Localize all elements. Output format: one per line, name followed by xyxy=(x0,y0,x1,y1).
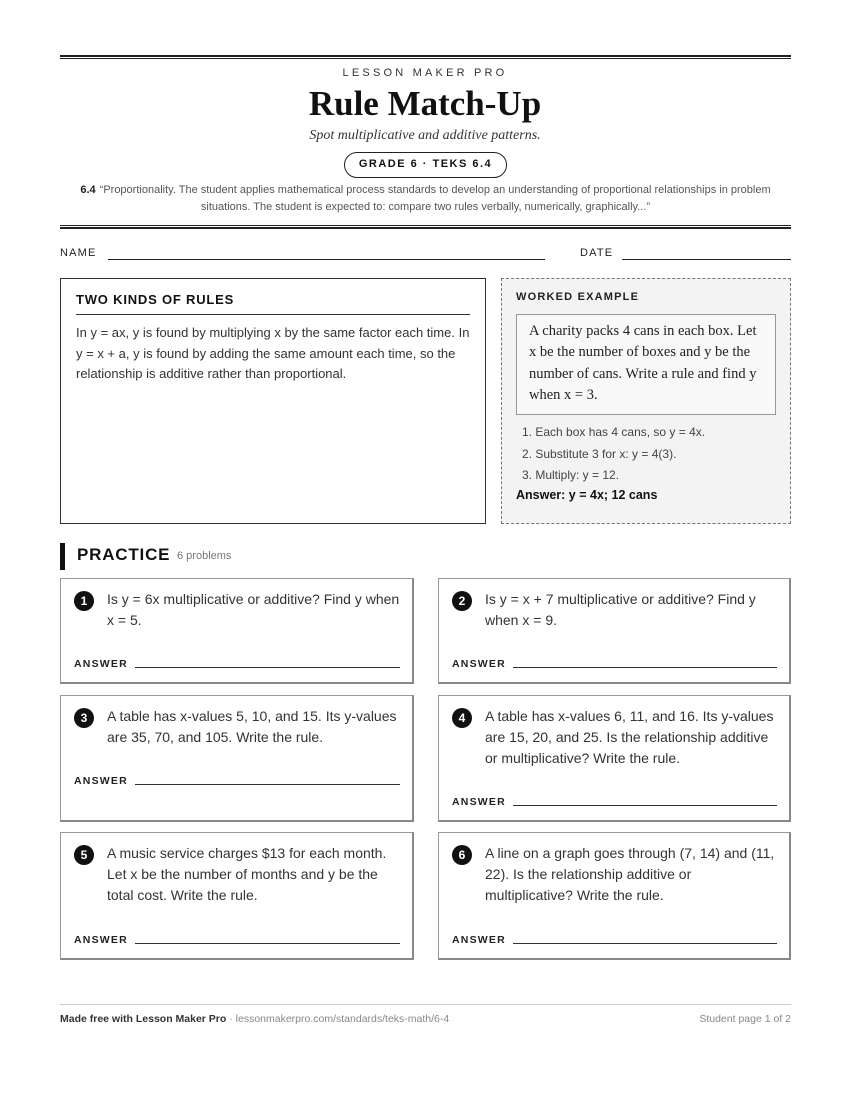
problem-number: 2 xyxy=(452,591,472,611)
problem-text: A line on a graph goes through (7, 14) and (11, 22). Is the relationship additive or multiplicative? Write the rule. xyxy=(485,845,775,903)
footer-made-with: Made free with Lesson Maker Pro xyxy=(60,1013,227,1025)
problem-text: A table has x-values 6, 11, and 16. Its y-values are 15, 20, and 25. Is the relationship additive or multiplicative? Write the rule. xyxy=(485,708,774,766)
standard-description xyxy=(60,182,791,216)
page-title: Rule Match-Up xyxy=(308,84,542,123)
problem-number: 1 xyxy=(74,591,94,611)
problem-text: A table has x-values 5, 10, and 15. Its y-values are 35, 70, and 105. Write the rule. xyxy=(107,708,397,745)
footer-rule xyxy=(60,1004,791,1005)
problem-text: Is y = x + 7 multiplicative or additive? Find y when x = 9. xyxy=(485,591,756,628)
answer-field[interactable] xyxy=(513,943,777,944)
practice-accent-bar xyxy=(60,543,65,570)
problem-card-1 xyxy=(60,578,414,684)
standard-text: “Proportionality. The student applies mathematical process standards to develop an understanding of proportional relationships in problem situations. The student is expected to: compare two rules verbally, numerically, graphically...” xyxy=(99,184,771,213)
answer-label: ANSWER xyxy=(74,934,128,946)
problem-number: 5 xyxy=(74,845,94,865)
rules-heading: TWO KINDS OF RULES xyxy=(76,292,470,315)
header-bottom-rule xyxy=(60,225,791,229)
footer-url[interactable]: · lessonmakerpro.com/standards/teks-math/6-4 xyxy=(226,1013,450,1025)
rules-explanation-box xyxy=(60,278,486,524)
problem-number: 4 xyxy=(452,708,472,728)
answer-label: ANSWER xyxy=(452,658,506,670)
brand-name: LESSON MAKER PRO xyxy=(342,67,508,79)
problem-card-4 xyxy=(438,695,791,822)
practice-title: PRACTICE xyxy=(77,545,171,564)
header-top-rule xyxy=(60,55,791,59)
answer-field[interactable] xyxy=(513,667,777,668)
worked-example-answer: Answer: y = 4x; 12 cans xyxy=(516,487,658,502)
problem-number: 3 xyxy=(74,708,94,728)
answer-field[interactable] xyxy=(135,784,400,785)
problem-card-3 xyxy=(60,695,414,822)
worked-example-box xyxy=(501,278,791,524)
page-subtitle: Spot multiplicative and additive patterns. xyxy=(309,128,541,143)
standard-code: 6.4 xyxy=(80,184,96,196)
problem-text: A music service charges $13 for each month. Let x be the number of months and y be the total cost. Write the rule. xyxy=(107,845,387,903)
practice-count: 6 problems xyxy=(177,550,232,562)
problem-number: 6 xyxy=(452,845,472,865)
answer-field[interactable] xyxy=(135,943,400,944)
worked-example-step: 3. Multiply: y = 12. xyxy=(522,468,620,483)
grade-badge: GRADE 6 · TEKS 6.4 xyxy=(344,152,507,178)
answer-label: ANSWER xyxy=(452,934,506,946)
problem-card-5 xyxy=(60,832,414,960)
problem-card-6 xyxy=(438,832,791,960)
problem-text: Is y = 6x multiplicative or additive? Find y when x = 5. xyxy=(107,591,400,628)
rules-text: In y = ax, y is found by multiplying x by the same factor each time. In y = x + a, y is found by adding the same amount each time, so the relationship is additive rather than proportional. xyxy=(76,325,470,381)
worked-example-heading: WORKED EXAMPLE xyxy=(516,291,640,303)
date-label: DATE xyxy=(580,247,614,259)
answer-label: ANSWER xyxy=(74,775,128,787)
footer-page-number: Student page 1 of 2 xyxy=(699,1013,791,1025)
answer-field[interactable] xyxy=(135,667,400,668)
name-label: NAME xyxy=(60,247,97,259)
answer-field[interactable] xyxy=(513,805,777,806)
date-field[interactable] xyxy=(622,259,791,260)
answer-label: ANSWER xyxy=(74,658,128,670)
worked-example-step: 2. Substitute 3 for x: y = 4(3). xyxy=(522,446,677,461)
answer-label: ANSWER xyxy=(452,796,506,808)
worked-example-steps xyxy=(516,422,776,487)
footer-credit xyxy=(60,1013,449,1025)
name-field[interactable] xyxy=(108,259,545,260)
problem-card-2 xyxy=(438,578,791,684)
worked-example-problem: A charity packs 4 cans in each box. Let x be the number of boxes and y be the number of cans. Write a rule and find y when x = 3. xyxy=(516,314,776,415)
worked-example-step: 1. Each box has 4 cans, so y = 4x. xyxy=(522,425,706,440)
